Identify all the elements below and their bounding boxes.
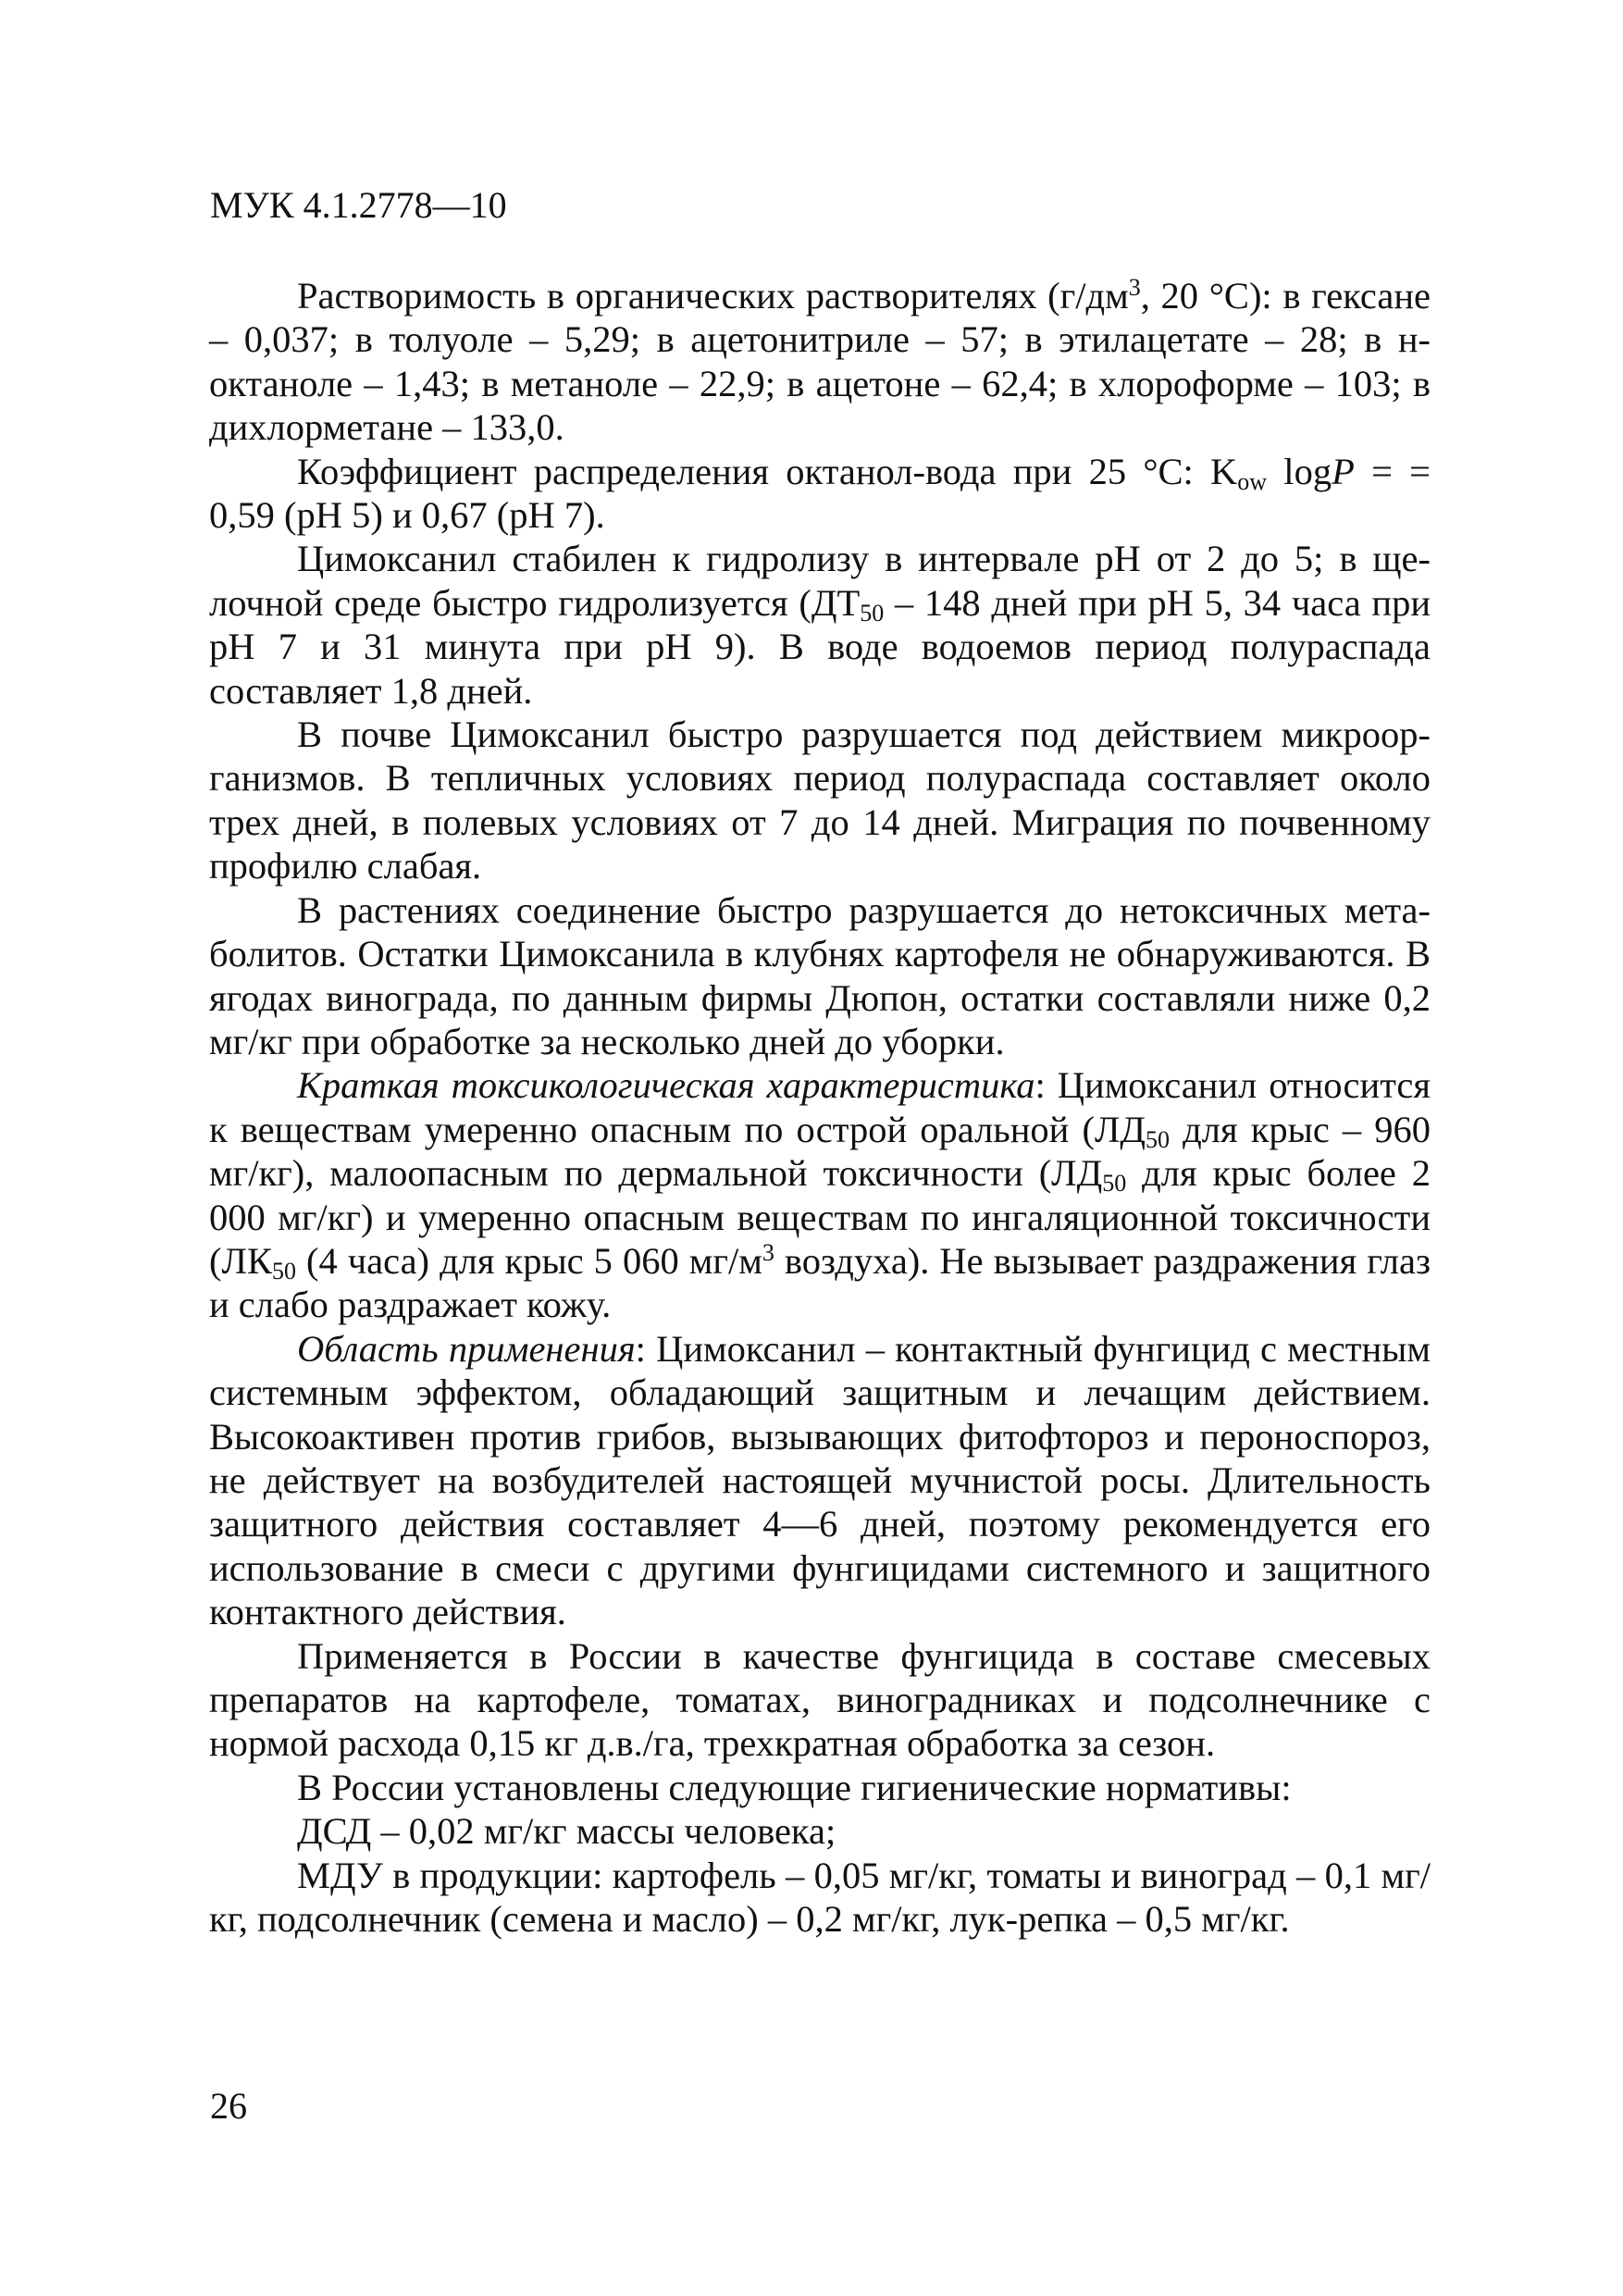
document-body [209,274,1431,1941]
paragraph-solubility: Растворимость в органических растворителях ($г/дм^3$, 20 °С): в гексане – 0,037; в толуоле – 5,29; в ацетонитриле – 57; в этилацетате – 28; в н-октаноле – 1,43; в метаноле – 22,9; в ацетоне – 62,4; в хлороформе – 103; в дихлорметане – 133,0. [209,274,1431,449]
paragraph-usage-russia: Применяется в России в качестве фунгицида в составе смесевых препаратов на картофеле, томатах, виноградниках и подсолнечнике с нормой расхода 0,15 кг д.в./га, трехкратная обработка за сезон. [209,1634,1431,1765]
paragraph-plants: В растениях соединение быстро разрушается до нетоксичных метаболитов. Остатки Цимоксанила в клубнях картофеля не обнаруживаются. В ягодах винограда, по данным фирмы Дюпон, остатки составляли ниже 0,2 мг/кг при обработке за несколько дней до уборки. [209,888,1431,1062]
paragraph-hygiene-standards: В России установлены следующие гигиенические нормативы: [297,1766,1292,1808]
document-code-header: МУК 4.1.2778—10 [210,184,507,226]
paragraph-hydrolysis: Цимоксанил стабилен к гидролизу в интервале рН от 2 до 5; в щелочной среде быстро гидролизуется ($ДТ_{50} - 148$ дней при рН 5, 34 часа при рН 7 и 31 минута при рН 9). В воде водоемов период полураспада составляет 1,8 дней. [209,538,1431,712]
toxicology-heading: Краткая токсикологическая характеристика [297,1064,1035,1107]
paragraph-toxicology: Краткая токсикологическая характеристика: Цимоксанил относится к веществам умеренно опасным по острой оральной ($ЛД_{50}$ для крыс – 960 мг/кг), малоопасным по дермальной токсичности ($ЛД_{50}$ для крыс более 2 000 мг/кг) и умеренно опасным веществам по ингаляционной токсичности ($ЛК_{50}$ (4 часа) для крыс 5 060 $мг/м^3$ воздуха). Не вызывает раздражения глаз и слабо раздражает кожу. [209,1064,1431,1326]
paragraph-mrl: МДУ в продукции: картофель – 0,05 мг/кг, томаты и виноград – 0,1 мг/кг, подсолнечник (семена и масло) – 0,2 мг/кг, лук-репка – 0,5 мг/кг. [209,1854,1431,1941]
application-heading: Область применения [297,1327,636,1370]
paragraph-application: Область применения: Цимоксанил – контактный фунгицид с местным системным эффектом, обладающий защитным и лечащим действием. Высокоактивен против грибов, вызывающих фитофтороз и пероноспороз, не действует на возбудителей настоящей мучнистой росы. Длительность защитного действия составляет 4—6 дней, поэтому рекомендуется его использование в смеси с другими фунгицидами системного и защитного контактного действия. [209,1327,1431,1633]
page-number: 26 [210,2085,247,2127]
paragraph-adi: ДСД – 0,02 мг/кг массы человека; [297,1810,836,1853]
paragraph-partition-coefficient: Коэффициент распределения октанол-вода при 25 °С: $K_{ow}$ logP = = 0,59 (рН 5) и 0,67 (рН 7). [209,450,1431,537]
paragraph-soil: В почве Цимоксанил быстро разрушается под действием микроорганизмов. В тепличных условиях период полураспада составляет около трех дней, в полевых условиях от 7 до 14 дней. Миграция по почвенному профилю слабая. [209,714,1431,887]
